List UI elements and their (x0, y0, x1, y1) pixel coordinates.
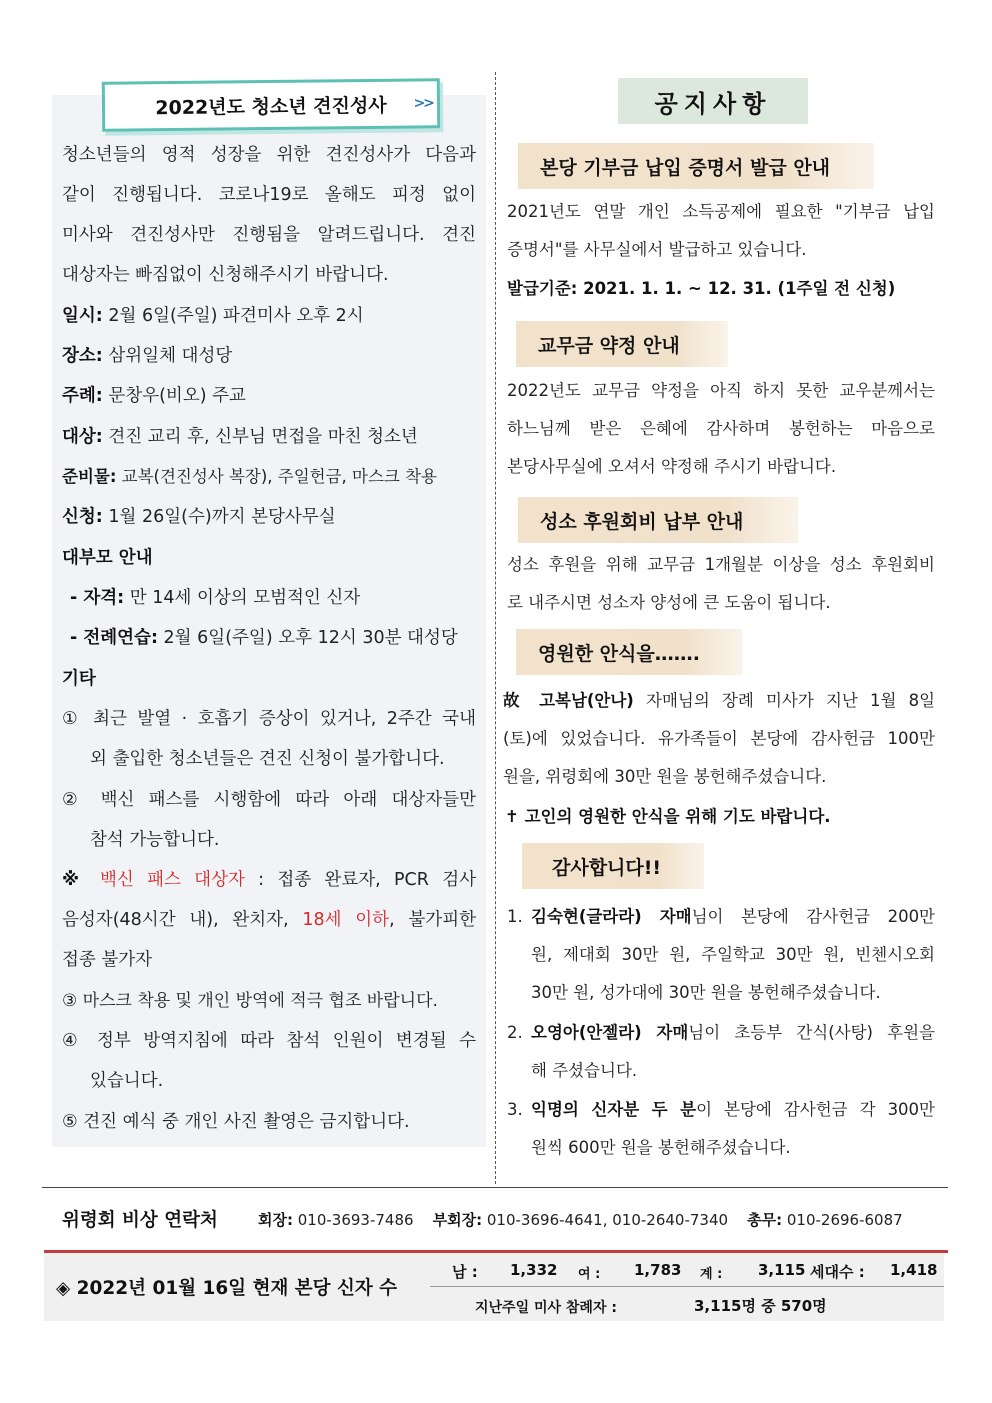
parish-stats-title: ◈ 2022년 01월 16일 현재 본당 신자 수 (56, 1278, 398, 1299)
stats-separator (430, 1286, 944, 1287)
thanks-item-3-cont: 원씩 600만 원을 봉헌해주셨습니다. (531, 1138, 791, 1157)
intro-line: 대상자는 빠짐없이 신청해주시기 바랍니다. (62, 265, 389, 285)
section-header-dues: 교무금 약정 안내 (516, 321, 728, 367)
etc-item-1-cont: 외 출입한 청소년들은 견진 신청이 불가합니다. (90, 749, 445, 769)
thanks-number: 3. (507, 1100, 523, 1119)
etc-item-1: ① 최근 발열 · 호흡기 증상이 있거나, 2주간 국내 (62, 709, 476, 729)
vaccine-note: ※ 백신 패스 대상자 : 접종 완료자, PCR 검사 (62, 870, 477, 890)
detail-date: 일시: 2월 6일(주일) 파견미사 오후 2시 (62, 306, 364, 326)
emergency-contacts: 회장: 010-3693-7486 부회장: 010-3696-4641, 010-2640-7340 총무: 010-2696-6087 (258, 1211, 903, 1229)
section-header-vocation: 성소 후원회비 납부 안내 (518, 497, 798, 543)
vocation-line: 로 내주시면 성소자 양성에 큰 도움이 됩니다. (507, 593, 831, 612)
intro-line: 미사와 견진성사만 진행됨을 알려드립니다. 견진 (62, 225, 476, 245)
etc-item-4-cont: 있습니다. (90, 1071, 164, 1091)
godparent-heading: 대부모 안내 (62, 548, 153, 568)
intro-line: 청소년들의 영적 성장을 위한 견진성사가 다음과 (62, 145, 476, 165)
detail-apply: 신청: 1월 26일(수)까지 본당사무실 (62, 507, 336, 527)
section-header-rest: 영원한 안식을……. (516, 629, 742, 675)
etc-heading: 기타 (62, 669, 96, 689)
footer-divider (42, 1187, 948, 1188)
etc-item-2-cont: 참석 가능합니다. (90, 830, 220, 850)
vocation-line: 성소 후원을 위해 교무금 1개월분 이상을 성소 후원회비 (507, 555, 935, 574)
receipt-line: 2021년도 연말 개인 소득공제에 필요한 "기부금 납입 (507, 202, 935, 221)
godparent-rehearsal: - 전례연습: 2월 6일(주일) 오후 12시 30분 대성당 (70, 628, 458, 648)
funeral-line: (토)에 있었습니다. 유가족들이 본당에 감사헌금 100만 (503, 729, 935, 748)
male-count: 1,332 (510, 1261, 558, 1279)
male-label: 남 : (452, 1263, 478, 1281)
thanks-item-2: 오영아(안젤라) 자매님이 초등부 간식(사탕) 후원을 (531, 1023, 935, 1042)
confirmation-banner (102, 78, 441, 132)
intro-line: 같이 진행됩니다. 코로나19로 올해도 피정 없이 (62, 185, 476, 205)
section-header-receipt: 본당 기부금 납입 증명서 발급 안내 (518, 143, 874, 189)
confirmation-title: 2022년도 청소년 견진성사 (155, 94, 387, 119)
vaccine-note-cont: 접종 불가자 (62, 950, 153, 970)
thanks-item-1: 김숙현(글라라) 자매님이 본당에 감사헌금 200만 (531, 907, 936, 926)
receipt-criteria: 발급기준: 2021. 1. 1. ~ 12. 31. (1주일 전 신청) (507, 279, 896, 298)
total-label: 계 : (700, 1267, 723, 1282)
etc-item-4: ④ 정부 방역지침에 따라 참석 인원이 변경될 수 (62, 1031, 476, 1051)
dues-line: 2022년도 교무금 약정을 아직 하지 못한 교우분께서는 (507, 381, 935, 400)
attendance-value: 3,115명 중 570명 (694, 1297, 827, 1315)
attendance-label: 지난주일 미사 참례자 : (475, 1300, 617, 1316)
households-label: 세대수 : (810, 1263, 865, 1281)
banner-deco-icon: >> (413, 95, 434, 112)
detail-target: 대상: 견진 교리 후, 신부님 면접을 마친 청소년 (62, 427, 418, 447)
etc-item-2: ② 백신 패스를 시행함에 따라 아래 대상자들만 (62, 790, 476, 810)
detail-place: 장소: 삼위일체 대성당 (62, 346, 233, 366)
section-header-thanks: 감사합니다!! (522, 843, 704, 889)
dues-line: 하느님께 받은 은혜에 감사하며 봉헌하는 마음으로 (507, 419, 935, 438)
detail-supplies: 준비물: 교복(견진성사 복장), 주일헌금, 마스크 착용 (62, 467, 437, 486)
detail-celebrant: 주례: 문창우(비오) 주교 (62, 386, 246, 406)
column-divider (495, 72, 496, 1184)
emergency-contact-label: 위령회 비상 연락처 (62, 1210, 218, 1231)
etc-item-3: ③ 마스크 착용 및 개인 방역에 적극 협조 바랍니다. (62, 991, 438, 1011)
thanks-item-3: 익명의 신자분 두 분이 본당에 감사헌금 각 300만 (531, 1100, 935, 1119)
etc-item-5: ⑤ 견진 예식 중 개인 사진 촬영은 금지합니다. (62, 1112, 410, 1132)
notice-title: 공지사항 (618, 78, 808, 124)
thanks-number: 1. (507, 907, 523, 926)
female-label: 여 : (578, 1267, 601, 1282)
dues-line: 본당사무실에 오셔서 약정해 주시기 바랍니다. (507, 457, 837, 476)
households-count: 1,418 (890, 1261, 938, 1279)
funeral-line: 故 고복남(안나) 자매님의 장례 미사가 지난 1월 8일 (503, 691, 936, 710)
thanks-item-1-cont: 30만 원, 성가대에 30만 원을 봉헌해주셨습니다. (531, 983, 881, 1002)
receipt-line: 증명서"를 사무실에서 발급하고 있습니다. (507, 240, 807, 259)
thanks-item-1-cont: 원, 제대회 30만 원, 주일학교 30만 원, 빈첸시오회 (531, 945, 935, 964)
female-count: 1,783 (634, 1261, 682, 1279)
godparent-qualification: - 자격: 만 14세 이상의 모범적인 신자 (70, 588, 361, 608)
thanks-number: 2. (507, 1023, 523, 1042)
vaccine-note-cont: 음성자(48시간 내), 완치자, 18세 이하, 불가피한 (62, 910, 477, 930)
thanks-item-2-cont: 해 주셨습니다. (531, 1061, 638, 1080)
funeral-line: 원을, 위령회에 30만 원을 봉헌해주셨습니다. (503, 767, 827, 786)
funeral-prayer: ✝ 고인의 영원한 안식을 위해 기도 바랍니다. (505, 807, 831, 826)
total-count: 3,115 (758, 1261, 806, 1279)
